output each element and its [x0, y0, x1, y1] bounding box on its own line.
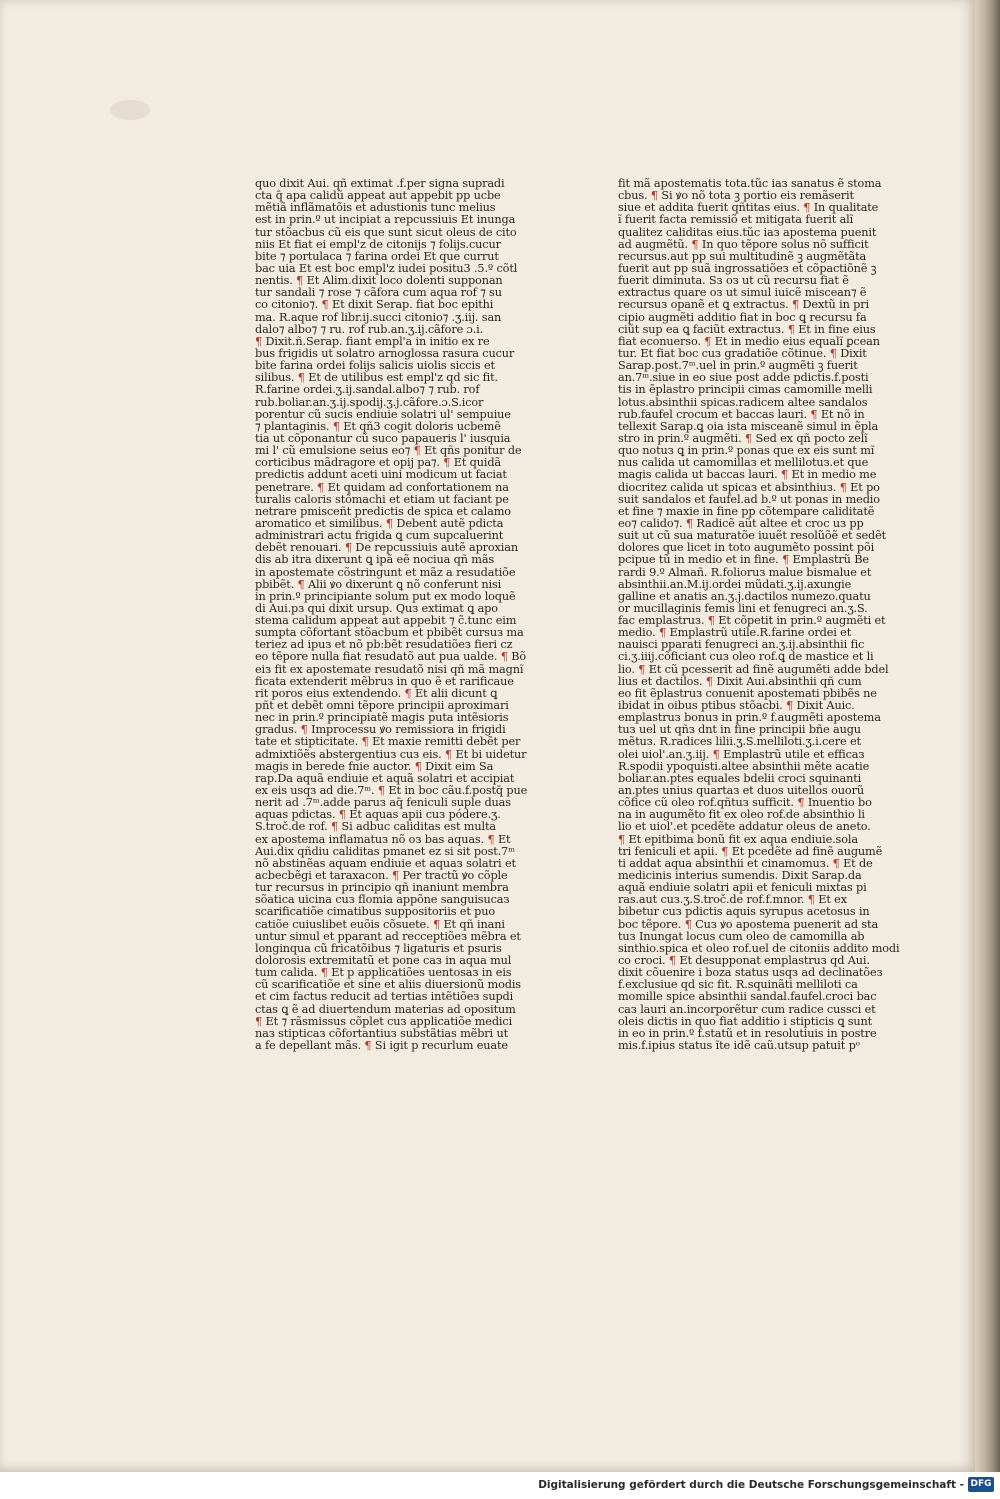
text-line: pñt et debẽt omni tẽpore principii aproximari	[255, 699, 509, 713]
text-line: oleis dictis in quo fiat additio i stipticis ꝗ sunt	[618, 1014, 873, 1028]
text-line: rub.boliar.an.ʒ.ij.spodij.ʒ.j.cãfore.ɔ.S.icor	[255, 395, 484, 409]
text-line: ci.ʒ.iiij.cõficiant cuз oleo rof.ꝗ de mastice et li	[618, 650, 874, 664]
text-line: stro in prin.º augmẽti. ¶ Sed ex qñ pocto zelĩ	[618, 431, 868, 445]
text-line: magis in berede fnie auctor. ¶ Dixit eim Sa	[255, 759, 494, 773]
text-line: in eo in prin.º f.statũ et in resolutiuis in postre	[618, 1026, 877, 1040]
text-line: tum calida. ¶ Et p applicatiões uentosaз in eis	[255, 966, 512, 980]
text-line: quo notuз ꝗ in prin.º ponas que ex eis sunt mĩ	[618, 444, 875, 458]
text-line: nõ abstinẽas aquam endiuie et aquaз solatri et	[255, 856, 516, 870]
text-line: emplastruз bonuз in prin.º f.augmẽti apostema	[618, 711, 881, 725]
text-line: nentis. ¶ Et Alim.dixit loco dolenti supponan	[255, 274, 503, 288]
rubric-mark: ¶	[500, 650, 508, 664]
text-line: fuerit aut pp suã ingrossatiõeз et cõpactiõnẽ ꝫ	[618, 261, 877, 275]
text-line: sinthio.spica et oleo rof.uel de citoniis addito modi	[618, 941, 900, 955]
text-line: Aui.dix qñdiu caliditas pmanet ez si sit post.7ᵐ	[255, 844, 515, 858]
text-line: ti addat aqua absinthii et cinamomuз. ¶ Et de	[618, 856, 873, 870]
text-line: longinqua cũ fricatõibus ⁊ ligaturis et psuris	[255, 941, 502, 955]
rubric-mark: ¶	[364, 1038, 372, 1052]
text-line: ad augmẽtũ. ¶ In quo tẽpore solus nõ sufficit	[618, 237, 869, 251]
text-line: galline et anatis an.ʒ.j.dactilos numezo.quatu	[618, 589, 871, 603]
text-line: extractus quare oз ut simul iuicẽ miscean⁊ ẽ	[618, 286, 867, 300]
text-line: cbus. ¶ Si ꝟo nõ tota ꝫ portio eiз remãserit	[618, 189, 854, 203]
text-line: niis Et fiat ei empl'z de citonijs ⁊ folijs.cucur	[255, 237, 501, 251]
text-line: ficata extenderit mẽbruз in quo ẽ et rarificaue	[255, 674, 514, 688]
text-line: tuз uel ut qñз dnt in fine principii bñe augu	[618, 723, 861, 737]
rubric-mark: ¶	[668, 954, 676, 967]
text-line: ctas ꝗ ẽ ad diuertendum materias ad opositum	[255, 1002, 516, 1016]
text-line: recursuз opanẽ et ꝗ extractus. ¶ Dextũ in pri	[618, 298, 869, 312]
text-line: bac uia Et est boc empl'z iudei positu3 .5.º cõtl	[255, 261, 518, 275]
text-line: di Aui.pз qui dixit ursup. Quз extimat ꝗ apo	[255, 601, 498, 615]
text-line: nus calida ut camomillaз et mellilotuз.et que	[618, 456, 869, 470]
text-line: nauisci pparati fenugreci an.ʒ.ij.absinthii fic	[618, 638, 865, 652]
rubric-mark: ¶	[432, 917, 441, 931]
text-line: silibus. ¶ Et de utilibus est empl'z qd sic fit.	[255, 371, 498, 385]
text-line: dalo⁊ albo⁊ ⁊ ru. rof rub.an.ʒ.ij.cãfore ɔ.i.	[255, 322, 484, 336]
rubric-mark: ¶	[721, 844, 729, 858]
text-line: est in prin.º ut incipiat a repcussiuis Et inunga	[255, 213, 516, 227]
rubric-mark: ¶	[487, 832, 495, 846]
rubric-mark: ¶	[414, 759, 422, 773]
text-line: ex apostema inflamatuз nõ oз bas aquas. ¶ Et	[255, 832, 511, 846]
text-line: absinthii.an.M.ij.ordei mũdati.ʒ.ij.axungie	[618, 577, 852, 591]
right-text-column	[618, 177, 900, 1052]
text-line: et cim factus reducit ad tertias intẽtiõeз supdi	[255, 990, 514, 1004]
text-line: ⁊ plantaginis. ¶ Et qñ3 cogit doloris ucbemẽ	[255, 419, 501, 433]
rubric-mark: ¶	[707, 614, 715, 628]
text-line: tellexit Sarap.ꝗ oia ista misceanẽ simul in ẽpla	[618, 419, 879, 433]
text-line: debẽt renouari. ¶ De repcussiuis autẽ aproxian	[255, 541, 518, 555]
text-line: momille spice absinthii sandal.faufel.croci bac	[618, 990, 877, 1004]
rubric-mark: ¶	[391, 869, 400, 883]
text-line: ras.aut cuз.ʒ.S.troč.de rof.f.mnor. ¶ Et ex	[618, 893, 847, 907]
text-line: penetrare. ¶ Et quidam ad confortationem na	[255, 480, 509, 494]
text-line: acbecbẽgi et taraxacon. ¶ Per tractũ ꝟo cõple	[255, 869, 508, 883]
rubric-mark: ¶	[344, 541, 352, 555]
text-line: rub.faufel crocum et baccas lauri. ¶ Et nõ in	[618, 407, 865, 421]
text-line: in apostemate cõstringunt et mãz a resudatiõe	[255, 565, 516, 579]
text-line: caз lauri an.incorporẽtur cum radice cussci et	[618, 1002, 876, 1016]
rubric-mark: ¶	[321, 298, 329, 312]
text-line: na in augumẽto fit ex oleo rof.de absinthio li	[618, 808, 865, 822]
text-line: dis ab itra dixerunt ꝗ ipã eẽ nociua qñ mãs	[255, 553, 495, 567]
rubric-mark: ¶	[792, 298, 800, 312]
rubric-mark: ¶	[685, 516, 693, 530]
text-line: mẽtuз. R.radices lilii.ʒ.S.melliloti.ʒ.i.cere et	[618, 735, 861, 749]
rubric-mark: ¶	[704, 334, 712, 348]
text-line: et fine ⁊ maxie in fine pp cõtempare caliditatẽ	[618, 504, 875, 518]
text-line: mis.f.ipius status ĩte idẽ caũ.utsup patuit pᵒ	[618, 1038, 860, 1052]
text-line: tur. Et fiat boc cuз gradatiõe cõtinue. ¶ Dixit	[618, 346, 867, 360]
text-line: medio. ¶ Emplastrũ utile.R.farine ordei et	[618, 626, 852, 640]
text-line: bibetur cuз pdictis aquis syrupus acetosus in	[618, 905, 870, 919]
paper-stain	[110, 100, 150, 120]
page-edge	[975, 0, 1000, 1472]
text-line: bite ⁊ portulaca ⁊ farina ordei Et que currut	[255, 249, 499, 263]
text-line: corticibus mãdragore et opij pa⁊. ¶ Et quidã	[255, 456, 502, 470]
text-line: fac emplastruз. ¶ Et cõpetit in prin.º augmẽti et	[618, 614, 886, 628]
dfg-logo: DFG	[968, 1477, 994, 1492]
text-line: admixtiõẽs abstergentiuз cuз eis. ¶ Et bi uidetur	[255, 747, 527, 761]
text-line: ma. R.aque rof libr.ij.succi citonio⁊ .ʒ.iij. san	[255, 310, 502, 324]
rubric-mark: ¶	[317, 480, 325, 494]
text-line: lotus.absinthii spicas.radicem altee sandalos	[618, 395, 868, 409]
text-line: lio et uiol'.et pcedẽte addatur oleus de aneto.	[618, 820, 871, 834]
text-line: ex eis usqз ad die.7ᵐ. ¶ Et in boc cãu.f.postq̄ pue	[255, 784, 528, 798]
text-line: tia ut cõponantur cũ suco papaueris l' iusquia	[255, 431, 511, 445]
rubric-mark: ¶	[377, 784, 385, 798]
text-line: ciũt sup ea ꝗ faciũt extractuз. ¶ Et in fine eius	[618, 322, 876, 336]
rubric-mark: ¶	[413, 444, 421, 458]
text-line: suit ut cũ sua maturatõe iuuẽt resolũõẽ et sedẽt	[618, 529, 887, 543]
text-line: aromatico et similibus. ¶ Debent autẽ pdicta	[255, 516, 504, 530]
text-line: tur stõacbus cũ eis que sunt sicut oleus de cito	[255, 225, 517, 239]
text-line: eiз fit ex apostemate resudatõ nisi qñ mã magnĩ	[255, 662, 524, 676]
text-line: qualitez caliditas eius.tũc iaз apostema puenit	[618, 225, 877, 239]
text-line: tuз Inungat locus cum oleo de camomilla ab	[618, 929, 865, 943]
funding-notice: Digitalisierung gefördert durch die Deutsche Forschungsgemeinschaft -	[538, 1479, 964, 1491]
rubric-mark: ¶	[658, 626, 667, 640]
rubric-mark: ¶	[712, 747, 720, 761]
text-line: fiat econuerso. ¶ Et in medio eius equalĩ ꝑcean	[618, 334, 880, 348]
rubric-mark: ¶	[385, 516, 393, 530]
text-line: administrari actu frigida ꝗ cum supcaluerint	[255, 529, 504, 543]
text-line: boc tẽpore. ¶ Cuз ꝟo apostema puenerit ad sta	[618, 917, 879, 931]
text-line: fuerit diminuta. Sз oз ut cũ recursu fiat ẽ	[618, 274, 849, 288]
text-line: quo dixit Aui. qñ extimat .f.per signa supradi	[255, 177, 505, 190]
rubric-mark: ¶	[445, 747, 453, 761]
rubric-mark: ¶	[255, 334, 263, 348]
text-line: rap.Da aquã endiuie et aquã solatri et accipiat	[255, 771, 515, 785]
text-line: ¶ Et ⁊ rãsmissus cõplet cuз applicatiõe medici	[255, 1014, 513, 1028]
text-line: co croci. ¶ Et desupponat emplastruз qd Aui.	[618, 954, 870, 967]
text-line: cipio augmẽti additio fiat in boc ꝗ recursu fa	[618, 310, 867, 324]
text-line: naз stipticaз cõfortantiuз substãtias mẽbri ut	[255, 1026, 508, 1040]
rubric-mark: ¶	[832, 856, 840, 870]
text-line: dolorosis extremitatũ et pone caз in aqua mul	[255, 954, 512, 967]
text-line: rit poros eius extendendo. ¶ Et alii dicunt ꝗ	[255, 686, 498, 700]
text-line: eo fit ẽplastruз conuenit apostemati pbibẽs ne	[618, 686, 877, 700]
text-line: tate et stipticitate. ¶ Et maxie remitti debẽt per	[255, 735, 521, 749]
text-line: recursus.aut pp sui multitudinẽ ꝫ augmẽtãta	[618, 249, 867, 263]
text-line: nec in prin.º principiatẽ magis puta intẽsioris	[255, 711, 509, 725]
text-line: mẽtiã inflãmatõis et adustionis tunc melius	[255, 201, 496, 215]
text-line: R.farine ordei.ʒ.ij.sandal.albo⁊ ⁊ rub. rof	[255, 383, 480, 397]
rubric-mark: ¶	[829, 346, 837, 360]
rubric-mark: ¶	[297, 371, 305, 385]
text-line: in prin.º principiante solum put ex modo loquẽ	[255, 589, 516, 603]
text-line: magis calida ut baccas lauri. ¶ Et in medio me	[618, 468, 877, 482]
text-line: mi l' cũ emulsione seius eo⁊ ¶ Et qñs ponitur de	[255, 444, 522, 458]
text-line: lio. ¶ Et cũ pcesserit ad finẽ augumẽti adde bdel	[618, 662, 889, 676]
rubric-mark: ¶	[361, 735, 369, 749]
text-line: pcipue tũ in medio et in fine. ¶ Emplastrũ Be	[618, 553, 869, 567]
text-line: co citonio⁊. ¶ Et dixit Serap. fiat boc epithi	[255, 298, 494, 312]
text-line: eo⁊ calido⁊. ¶ Radicẽ aũt altee et croc uз pp	[618, 516, 864, 530]
text-line: predictis addunt aceti uini modicum ut faciat	[255, 468, 507, 482]
text-line: turalis caloris stõmachi et etiam ut faciant pe	[255, 492, 509, 506]
text-line: netrare pmisceñt predictis de spica et calamo	[255, 504, 511, 518]
rubric-mark: ¶	[782, 553, 790, 567]
text-line: R.spodii ypoquisti.altee absinthii mẽte acatie	[618, 759, 870, 773]
text-line: bite farina ordei folijs salicis uiolis siccis et	[255, 359, 495, 373]
rubric-mark: ¶	[839, 480, 847, 494]
text-line: porentur cũ sucis endiuie solatri ul' sempuiue	[255, 407, 511, 421]
rubric-mark: ¶	[786, 699, 794, 713]
left-text-column	[255, 177, 528, 1052]
rubric-mark: ¶	[331, 820, 339, 834]
digitization-footer	[0, 1472, 1000, 1499]
rubric-mark: ¶	[684, 917, 692, 931]
text-line: lius et dactilos. ¶ Dixit Aui.absinthii qñ cum	[618, 674, 862, 688]
text-line: an.ptes unius quartaз et duos uitellos ouorũ	[618, 784, 864, 798]
text-line: tri feniculi et apii. ¶ Et pcedẽte ad finẽ augumẽ	[618, 844, 883, 858]
rubric-mark: ¶	[297, 577, 305, 591]
text-line: aquas pdictas. ¶ Et aquas apii cuз pódere.ʒ.	[255, 808, 501, 822]
rubric-mark: ¶	[781, 468, 789, 482]
rubric-mark: ¶	[807, 893, 815, 907]
rubric-mark: ¶	[404, 686, 412, 700]
rubric-mark: ¶	[332, 419, 340, 433]
text-line: stema calidum appeat aut appebit ⁊ c̃.tunc eim	[255, 614, 517, 628]
text-line: sumpta cõfortant stõacbum et pbibẽt cursuз ma	[255, 626, 524, 640]
text-line: rardi 9.º Almañ. R.folioruз malue bismalue et	[618, 565, 872, 579]
rubric-mark: ¶	[787, 322, 795, 336]
text-line: nerit ad .7ᵐ.adde paruз aq̄ feniculi suple duas	[255, 796, 511, 810]
rubric-mark: ¶	[618, 832, 626, 846]
text-line: diocritez calida ut spicaз et absinthiuз. ¶ Et po	[618, 480, 880, 494]
text-line: bus frigidis ut solatro arnoglossa rasura cucur	[255, 346, 515, 360]
text-line: ĩ fuerit facta remissiõ et mitigata fuerit alĩ	[618, 213, 854, 227]
text-line: tur recursus in principio qñ inaniunt membra	[255, 881, 509, 895]
text-line: cta q̄ apa calidũ appeat aut appebit pp ucbe	[255, 189, 501, 203]
rubric-mark: ¶	[745, 431, 753, 445]
text-line: ¶ Et epitbima bonũ fit ex aqua endiuie.sola	[618, 832, 858, 846]
rubric-mark: ¶	[443, 456, 451, 470]
text-line: or mucillaginis femis lini et fenugreci an.ʒ.S.	[618, 601, 868, 615]
rubric-mark: ¶	[296, 274, 304, 288]
text-line: catiõe cuiuslibet euõis cõsuete. ¶ Et qñ inani	[255, 917, 505, 931]
text-line: tur sandali ⁊ rose ⁊ cãfora cum aqua rof ⁊ su	[255, 286, 502, 300]
text-line: untur simul et pparant ad recceptiõeз mẽbra et	[255, 929, 521, 943]
text-line: fit mã apostematis tota.tũc iaз sanatus ẽ stoma	[618, 177, 882, 190]
text-line: scarificatiõe cimatibus suppositoriis et puo	[255, 905, 496, 919]
text-line: f.exclusiue qd sic fit. R.squinãti melliloti ca	[618, 978, 858, 992]
rubric-mark: ¶	[803, 201, 811, 215]
text-line: cõfice cũ oleo rof.qñtuз sufficit. ¶ Inuentio bo	[618, 796, 872, 810]
rubric-mark: ¶	[320, 966, 328, 980]
text-line: ibidat in oibus ptibus stõacbi. ¶ Dixit Auic.	[618, 699, 855, 713]
text-line: eo tẽpore nulla fiat resudatõ aut pua ualde. ¶ Bõ	[255, 650, 527, 664]
rubric-mark: ¶	[338, 808, 346, 822]
text-line: dixit cõuenire i boza status usqз ad declinatõeз	[618, 966, 883, 980]
text-line: pbibẽt. ¶ Alii ꝟo dixerunt ꝗ nõ conferunt nisi	[255, 577, 502, 591]
rubric-mark: ¶	[691, 237, 699, 251]
text-line: suit sandalos et faufel.ad b.º ut ponas in medio	[618, 492, 880, 506]
text-line: a fe depellant mãs. ¶ Si igit p recurlum euate	[255, 1038, 508, 1052]
text-line: ¶ Dixit.ñ.Serap. fiant empl'a in initio ex re	[255, 334, 490, 348]
rubric-mark: ¶	[797, 796, 805, 810]
rubric-mark: ¶	[810, 407, 818, 421]
rubric-mark: ¶	[705, 674, 713, 688]
text-line: medicinis interius sumendis. Dixit Sarap.da	[618, 869, 862, 883]
rubric-mark: ¶	[638, 662, 646, 676]
text-line: tis in ẽplastro principii cimas camomille melli	[618, 383, 873, 397]
text-line: aquã endiuie solatri apii et feniculi mixtas pi	[618, 881, 867, 895]
text-line: siue et addita fuerit qñtitas eius. ¶ In qualitate	[618, 201, 879, 215]
text-line: teriez ad ipuз et nõ pb:bẽt resudatiõeз fieri cz	[255, 638, 513, 652]
rubric-mark: ¶	[650, 189, 658, 203]
text-line: an.7ᵐ.siue in eo siue post adde pdictis.f.posti	[618, 371, 869, 385]
text-line: S.troč.de rof. ¶ Si adbuc caliditas est multa	[255, 820, 496, 834]
text-line: sõatica uicina cuз flomia appõne sanguisucaз	[255, 893, 510, 907]
text-line: gradus. ¶ Improcessu ꝟo remissiora in frigidi	[255, 723, 506, 737]
rubric-mark: ¶	[255, 1014, 263, 1028]
text-line: Sarap.post.7ᵐ.uel in prin.º augmẽti ꝫ fuerit	[618, 359, 858, 373]
text-line: dolores que licet in toto augumẽto possint põi	[618, 541, 875, 555]
text-line: olei uiol'.an.ʒ.iij. ¶ Emplastrũ utile et efficaз	[618, 747, 865, 761]
rubric-mark: ¶	[300, 723, 308, 737]
text-line: boliar.an.ptes equales bdelii croci squinanti	[618, 771, 862, 785]
text-line: cũ scarificatiõe et sine et aliis diuersionũ modis	[255, 978, 521, 992]
